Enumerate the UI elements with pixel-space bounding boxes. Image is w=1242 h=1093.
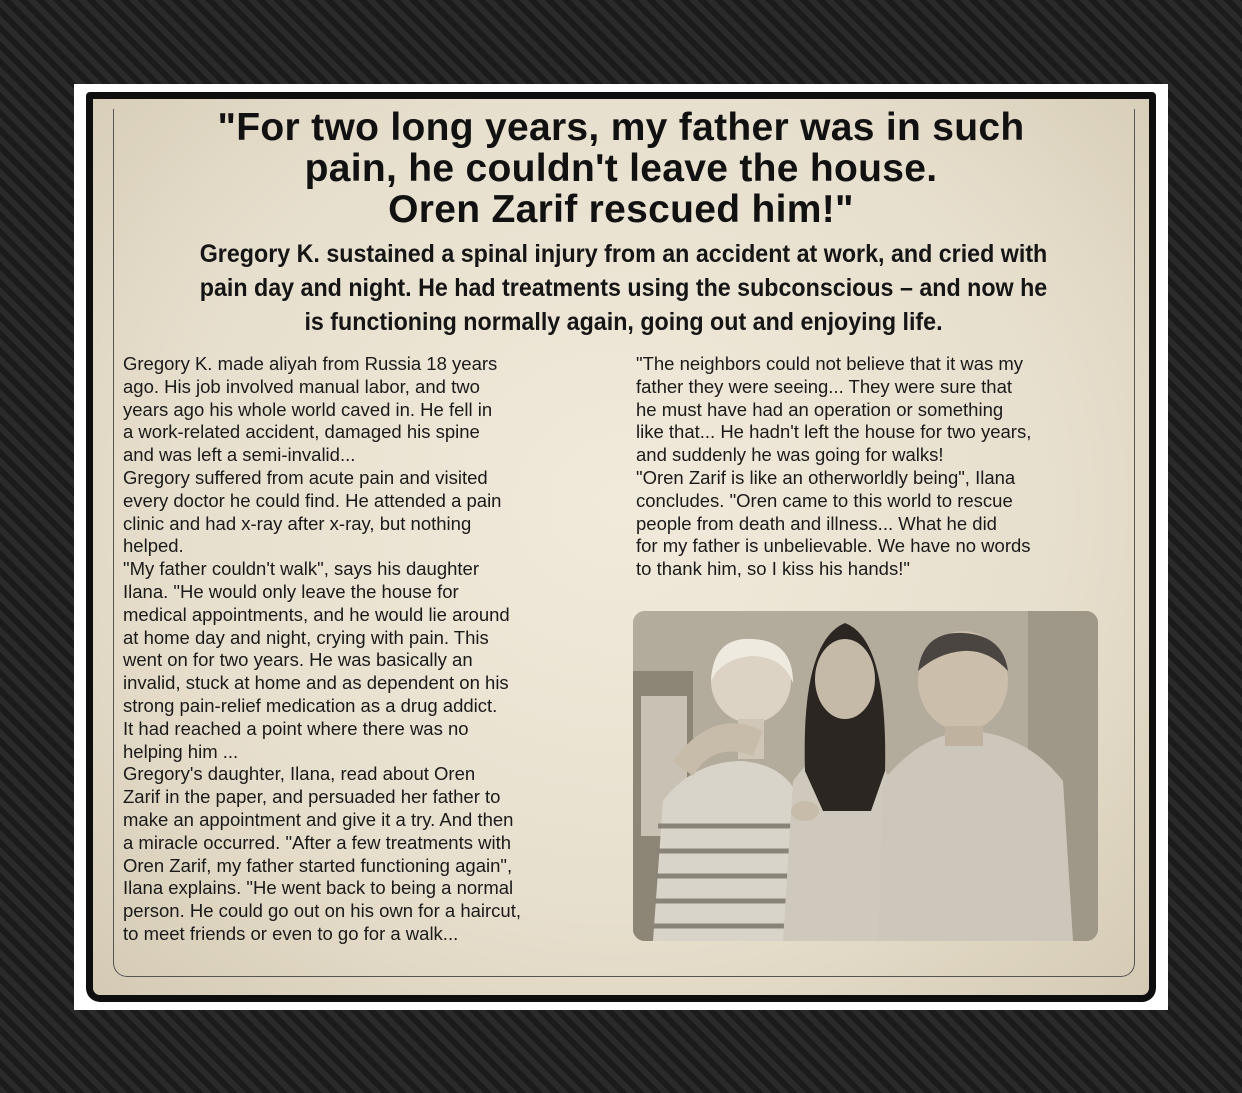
subheadline-line: is functioning normally again, going out and enjoying life.	[304, 308, 943, 336]
article-text-line: medical appointments, and he would lie around	[123, 603, 510, 625]
article-text-line: a work-related accident, damaged his spine	[123, 421, 480, 443]
article-text-line: invalid, stuck at home and as dependent on his	[123, 672, 509, 694]
article-text-line: and suddenly he was going for walks!	[636, 444, 944, 466]
photo-frame	[74, 84, 1168, 1010]
article-text-line: for my father is unbelievable. We have no words	[636, 535, 1031, 557]
headline-line: "For two long years, my father was in such	[217, 106, 1025, 149]
article-text-line: went on for two years. He was basically an	[123, 649, 473, 671]
headline-line: pain, he couldn't leave the house.	[304, 147, 938, 190]
article-text-line: "The neighbors could not believe that it was my	[636, 353, 1024, 374]
article-text-line: helping him ...	[123, 740, 239, 762]
article-text-line: clinic and had x-ray after x-ray, but nothing	[123, 512, 472, 534]
article-text-line: father they were seeing... They were sure that	[636, 375, 1013, 397]
headline	[93, 107, 1149, 230]
article-text-line: Ilana explains. "He went back to being a normal	[123, 877, 514, 899]
subheadline-line: pain day and night. He had treatments using the subconscious – and now he	[199, 274, 1048, 302]
article-text-line: he must have had an operation or something	[636, 398, 1004, 420]
article-text-line: ago. His job involved manual labor, and two	[123, 375, 480, 397]
article-text-line: helped.	[123, 535, 184, 557]
headline-line: Oren Zarif rescued him!"	[388, 188, 854, 231]
article-text-line: people from death and illness... What he did	[636, 512, 997, 534]
article-photo	[633, 611, 1098, 941]
article-text-line: and was left a semi-invalid...	[123, 444, 356, 466]
article-text-line: years ago his whole world caved in. He fell in	[123, 398, 493, 420]
newspaper-clipping	[86, 92, 1156, 1002]
article-text-line: make an appointment and give it a try. And then	[123, 808, 514, 830]
article-text-line: Gregory's daughter, Ilana, read about Oren	[123, 763, 476, 785]
article-text-line: Gregory suffered from acute pain and visited	[123, 466, 488, 488]
article-text-line: person. He could go out on his own for a haircut,	[123, 900, 521, 922]
article-text-line: It had reached a point where there was no	[123, 717, 469, 739]
article-text-line: Gregory K. made aliyah from Russia 18 years	[123, 353, 498, 374]
article-text-line: "Oren Zarif is like an otherworldly being", Ilana	[636, 466, 1016, 488]
right-column	[636, 353, 1111, 581]
left-column	[123, 353, 598, 946]
subheadline	[156, 237, 1091, 339]
article-text-line: Zarif in the paper, and persuaded her father to	[123, 786, 501, 808]
article-text-line: strong pain-relief medication as a drug addict.	[123, 694, 498, 716]
article-text-line: like that... He hadn't left the house for two years,	[636, 421, 1032, 443]
article-text-line: every doctor he could find. He attended a pain	[123, 489, 502, 511]
article-text-line: to thank him, so I kiss his hands!"	[636, 558, 910, 580]
article-text-line: a miracle occurred. "After a few treatments with	[123, 831, 512, 853]
article-text-line: at home day and night, crying with pain. This	[123, 626, 489, 648]
article-text-line: concludes. "Oren came to this world to rescue	[636, 489, 1013, 511]
article-text-line: Ilana. "He would only leave the house for	[123, 580, 459, 602]
subheadline-line: Gregory K. sustained a spinal injury from an accident at work, and cried with	[199, 240, 1048, 268]
article-text-line: to meet friends or even to go for a walk...	[123, 922, 459, 944]
article-text-line: Oren Zarif, my father started functioning again",	[123, 854, 513, 876]
article-text-line: "My father couldn't walk", says his daughter	[123, 558, 479, 580]
